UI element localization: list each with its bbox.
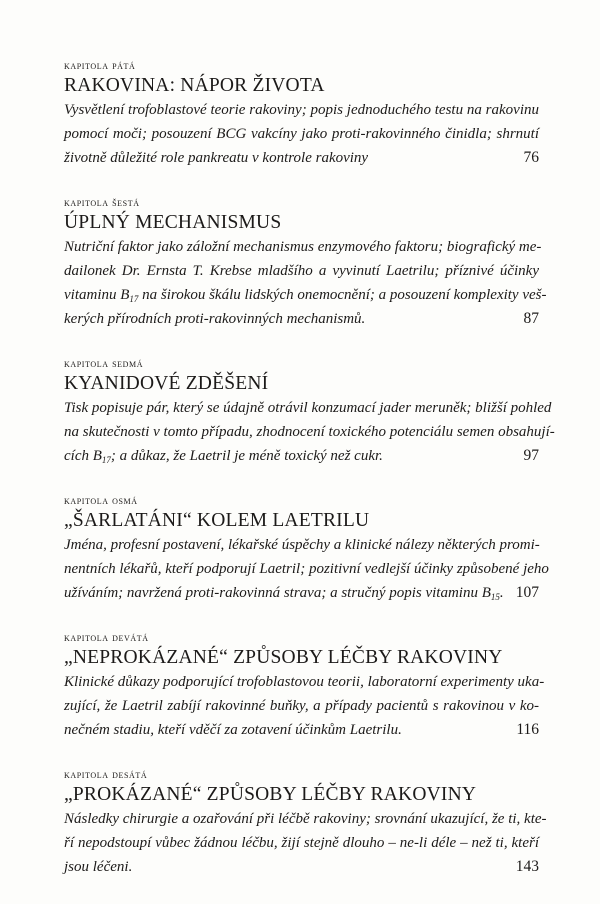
page-number: 76 — [523, 149, 539, 166]
chapter-description-line — [64, 694, 539, 718]
description-text: Jména, profesní postavení, lékařské úspěchy a klinické nálezy některých promi- — [64, 537, 540, 553]
description-text — [64, 307, 365, 331]
chapter-entry — [64, 493, 549, 605]
description-text: cích B — [64, 448, 102, 464]
subscript: 17 — [129, 294, 139, 304]
description-text: nentních lékařů, kteří podporují Laetril; pozitivní vedlejší účinky způsobené jeho — [64, 561, 549, 577]
description-text — [64, 718, 402, 742]
chapter-label: kapitola desátá — [64, 769, 148, 781]
chapter-description-line — [64, 855, 539, 879]
chapter-title: KYANIDOVÉ ZDĚŠENÍ — [64, 373, 269, 394]
page-number: 87 — [523, 310, 539, 327]
page-number: 143 — [515, 858, 539, 875]
description-text: Tisk popisuje pár, který se údajně otrávil konzumací jader meruněk; bližší pohled — [64, 400, 552, 416]
chapter-label: kapitola šestá — [64, 197, 140, 209]
chapter-description-line — [64, 122, 539, 146]
chapter-description-line — [64, 420, 555, 444]
description-text: pomocí moči; posouzení BCG vakcíny jako proti-rakovinného činidla; shrnutí — [64, 126, 539, 142]
page-number: 107 — [515, 584, 539, 601]
chapter-title: „PROKÁZANÉ“ ZPŮSOBY LÉČBY RAKOVINY — [64, 784, 477, 805]
description-text: Vysvětlení trofoblastové teorie rakoviny; popis jednoduchého testu na rakovinu — [64, 102, 539, 118]
description-text: užíváním; navržená proti-rakovinná strava; a stručný popis vitaminu B — [64, 585, 491, 601]
chapter-title: RAKOVINA: NÁPOR ŽIVOTA — [64, 75, 325, 96]
description-text: vitaminu B — [64, 287, 130, 303]
chapter-description-line — [64, 831, 539, 855]
description-text: ; a důkaz, že Laetril je méně toxický než cukr. — [110, 448, 383, 464]
chapter-entry — [64, 767, 547, 879]
description-text — [64, 146, 368, 170]
description-text: dailonek Dr. Ernsta T. Krebse mladšího a vyvinutí Laetrilu; příznivé účinky — [64, 263, 539, 279]
description-text: Následky chirurgie a ozařování při léčbě rakoviny; srovnání ukazující, že ti, kte- — [64, 811, 547, 827]
chapter-description-line — [64, 581, 539, 605]
chapter-entry — [64, 58, 539, 170]
chapter-entry — [64, 630, 545, 742]
chapter-description-line — [64, 235, 542, 259]
chapter-label: kapitola osmá — [64, 495, 138, 507]
description-text: životně důležité role pankreatu v kontrole rakoviny — [64, 150, 369, 166]
subscript: 15 — [490, 592, 500, 602]
chapter-description-line — [64, 670, 545, 694]
description-text — [64, 855, 132, 879]
table-of-contents — [64, 58, 555, 904]
chapter-label: kapitola devátá — [64, 632, 149, 644]
description-text: na širokou škálu lidských onemocnění; a posouzení komplexity veš- — [138, 287, 547, 303]
description-text: Klinické důkazy podporující trofoblastovou teorii, laboratorní experimenty uka- — [64, 674, 545, 690]
chapter-description-line — [64, 807, 547, 831]
chapter-title: „ŠARLATÁNI“ KOLEM LAETRILU — [64, 510, 370, 531]
chapter-description-line — [64, 533, 539, 557]
description-text — [64, 581, 504, 605]
description-text: kerých přírodních proti-rakovinných mechanismů. — [64, 311, 366, 327]
chapter-description-line — [64, 557, 549, 581]
chapter-description-line — [64, 396, 552, 420]
chapter-label: kapitola sedmá — [64, 358, 144, 370]
chapter-entry — [64, 356, 555, 468]
description-text: zující, že Laetril zabíjí rakovinné buňky, a případy pacientů s rakovinou v ko- — [64, 698, 539, 714]
description-text: . — [499, 585, 504, 601]
description-text: jsou léčeni. — [64, 859, 133, 875]
chapter-description-line — [64, 259, 539, 283]
chapter-entry — [64, 195, 547, 331]
chapter-description-line — [64, 718, 539, 742]
chapter-description-line — [64, 146, 539, 170]
page-number: 116 — [516, 721, 539, 738]
chapter-description-line — [64, 283, 547, 307]
description-text — [64, 444, 383, 468]
chapter-description-line — [64, 444, 539, 468]
subscript: 17 — [101, 455, 111, 465]
description-text: Nutriční faktor jako záložní mechanismus enzymového faktoru; biografický me- — [64, 239, 542, 255]
chapter-description-line — [64, 307, 539, 331]
chapter-description-line — [64, 98, 539, 122]
page-number: 97 — [523, 447, 539, 464]
description-text: nečném stadiu, kteří vděčí za zotavení účinkům Laetrilu. — [64, 722, 402, 738]
chapter-label: kapitola pátá — [64, 60, 136, 72]
description-text: ří nepodstoupí vůbec žádnou léčbu, žijí stejně dlouho – ne-li déle – než ti, kteří — [64, 835, 539, 851]
chapter-title: „NEPROKÁZANÉ“ ZPŮSOBY LÉČBY RAKOVINY — [64, 647, 503, 668]
description-text: na skutečnosti v tomto případu, zhodnocení toxického potenciálu semen obsahují- — [64, 424, 555, 440]
chapter-title: ÚPLNÝ MECHANISMUS — [64, 212, 282, 233]
